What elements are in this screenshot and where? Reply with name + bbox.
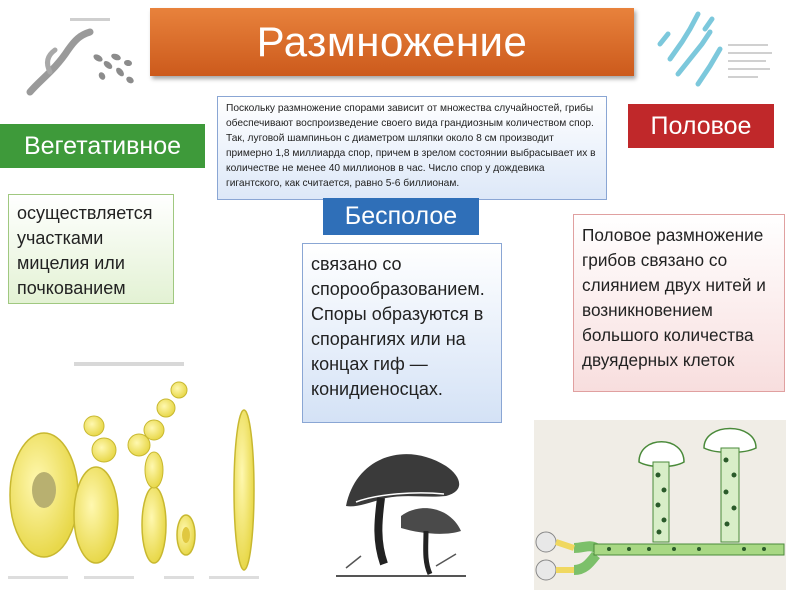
spores-info-box: Поскольку размножение спорами зависит от множества случайностей, грибы обеспечивают воспроизведение своего вида грандиозным количеством спор. Так, луговой шампиньон с диаметром шляпки около 8 см производит примерно 1,8 миллиарда спор, причем в зрелом состоянии выбрасывает их в количестве не менее 40 миллионов в час. Число спор у дождевика гигантского, как считается, равно 5-6 биллионам. — [217, 96, 607, 200]
sexual-label — [628, 104, 774, 148]
page-title: Размножение — [256, 18, 528, 65]
sexual-label-text: Половое — [650, 111, 752, 140]
asexual-description: связано со спорообразованием. Споры образуются в спорангиях или на концах гиф — конидиеносцах. — [302, 243, 502, 423]
hypha-image — [20, 10, 140, 100]
filament-image — [650, 4, 790, 104]
vegetative-description: осуществляется участками мицелия или почкованием — [8, 194, 174, 304]
vegetative-label — [0, 124, 205, 168]
asexual-label — [323, 198, 479, 235]
mushroom-image — [326, 436, 476, 586]
asexual-label-text: Бесполое — [344, 202, 458, 230]
sexual-description: Половое размножение грибов связано со слиянием двух нитей и возникновением большого количества двуядерных клеток — [573, 214, 785, 392]
title-banner — [150, 8, 634, 76]
vegetative-label-text: Вегетативное — [23, 131, 182, 160]
yeast-budding-image — [4, 350, 266, 590]
mycelium-image — [534, 420, 786, 590]
